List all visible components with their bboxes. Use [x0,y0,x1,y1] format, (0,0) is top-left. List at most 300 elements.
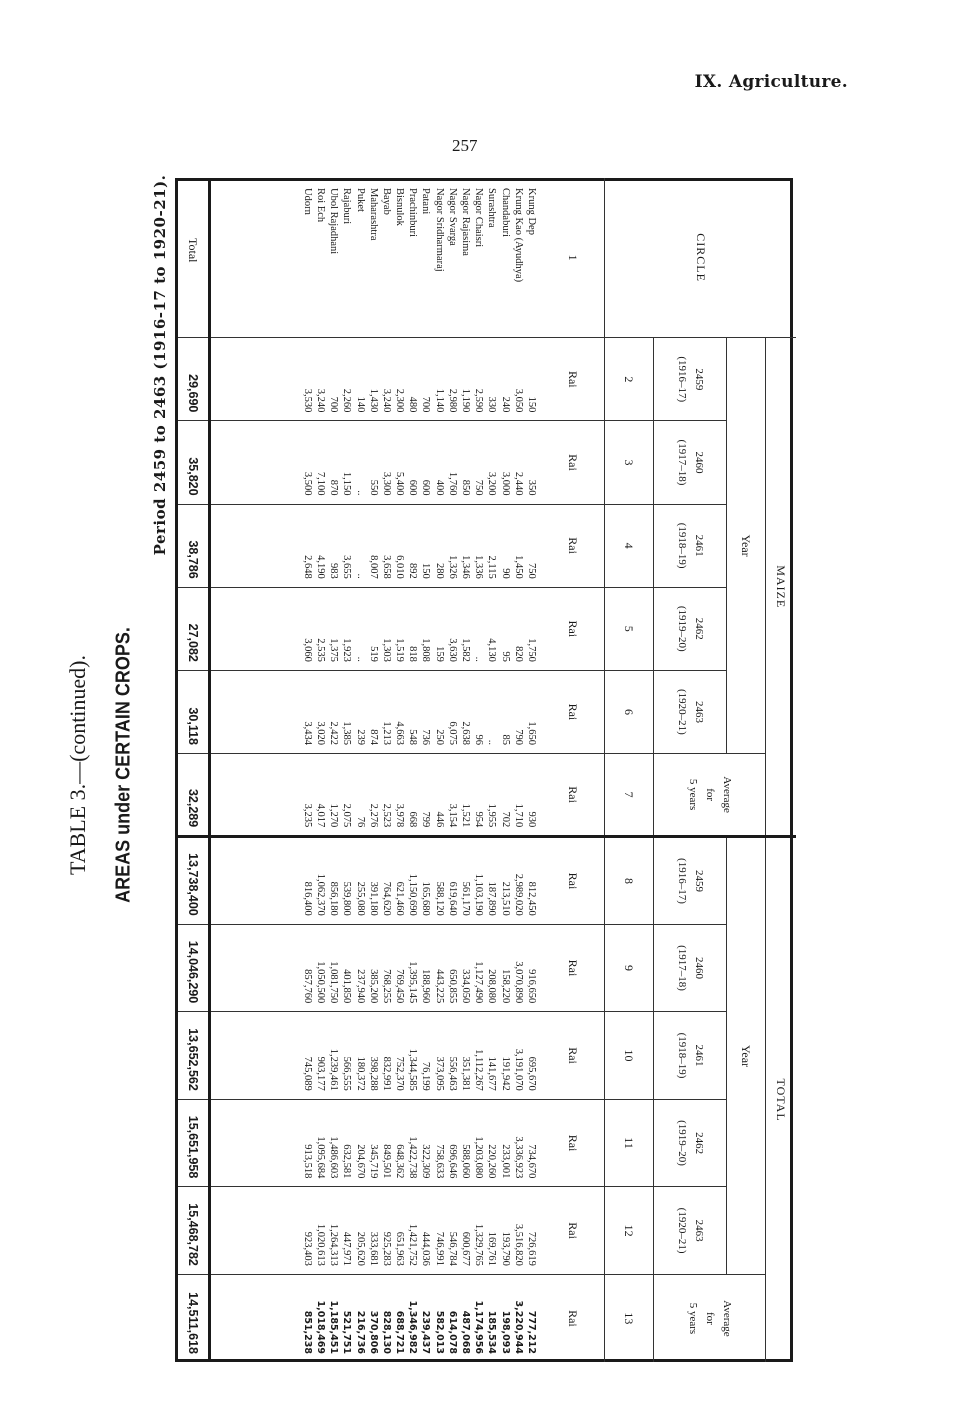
table-cell: 185,534 [486,1310,498,1354]
table-cell: 764,620 [380,881,392,916]
maize-average-header: Average for 5 years [654,754,766,837]
table-cell: 1,923 [341,638,353,662]
table-cell: 857,760 [301,969,313,1004]
table-cell: 1,264,313 [328,1223,340,1266]
circle-column [210,178,543,338]
table-cell: 1,190 [460,388,472,413]
table-cell: 480 [407,396,419,413]
table-cell: 1,239,461 [328,1048,340,1091]
circle-name: Krung Kao (Ayudhya) [512,188,524,283]
table-cell: 3,154 [446,803,458,828]
table-cell: 3,000 [499,471,511,496]
table-cell: 1,385 [341,721,353,746]
table-cell: 158,220 [499,969,511,1004]
table-cell: 3,530 [301,388,313,413]
table-cell: 487,068 [460,1310,472,1354]
column-number: 12 [605,1187,654,1275]
maize-year-header: Year [727,338,766,754]
table-cell: 373,095 [433,1056,445,1091]
unit-label: Rai [542,670,605,753]
maize-average-column [210,754,543,837]
table-cell: 1,018,469 [315,1300,326,1354]
table-cell: 1,760 [446,471,458,496]
table-cell: 1,710 [512,803,524,828]
table-cell: 700 [420,396,432,413]
table-cell: 621,460 [394,881,406,916]
table-cell: 849,501 [380,1144,392,1179]
total-value: 15,468,782 [178,1187,210,1275]
table-cell: 930 [526,811,537,828]
table-cell: 1,020,613 [315,1223,326,1266]
table-cell: 240 [499,396,511,413]
table-cell: .. [473,656,485,662]
table-cell: 600,677 [460,1231,472,1266]
table-cell: 169,761 [486,1231,498,1266]
maize-2463-column [210,670,543,753]
table-cell: 1,140 [433,388,445,413]
period-caption: Period 2459 to 2463 (1916-17 to 1920-21). [151,174,169,556]
total-value: 38,786 [178,504,210,587]
table-cell: 561,170 [460,881,472,916]
table-cell: 76,199 [420,1061,432,1091]
table-cell: 892 [407,562,419,579]
total-value: 13,738,400 [178,837,210,925]
table-cell: 3,240 [380,388,392,413]
table-cell: 2,440 [512,471,524,496]
table-cell: 925,283 [380,1231,392,1266]
table-title: TABLE 3.—(continued). [65,654,90,876]
table-cell: 3,978 [394,803,406,828]
table-cell: 799 [420,811,432,828]
table-cell: 539,800 [341,881,353,916]
table-cell: 208,080 [486,969,498,1004]
circle-name: Maharashtra [367,188,379,241]
table-cell: 1,174,956 [473,1300,485,1354]
table-cell: 820 [512,646,524,662]
table-cell: 330 [486,396,498,413]
table-cell: 250 [433,729,445,746]
year-header: 2459 (1916–17) [654,338,727,421]
table-cell: 913,518 [301,1144,313,1179]
table-cell: 345,719 [367,1144,379,1179]
circle-name: Udorn [301,188,313,215]
table-cell: 983 [328,562,340,579]
table-cell: 444,036 [420,1231,432,1266]
table-cell: 632,581 [341,1144,353,1179]
total-year-header: Year [727,837,766,1275]
year-header: 2462 (1919–20) [654,587,727,670]
unit-label: Rai [542,1012,605,1100]
table-cell: 198,093 [499,1310,511,1354]
column-number: 11 [605,1099,654,1187]
table-cell: 548 [407,729,419,746]
column-number: 9 [605,924,654,1012]
column-number: 1 [542,178,605,338]
table-cell: 1,582 [460,638,472,662]
table-cell: 2,535 [315,638,326,662]
table-cell: 3,060 [301,638,313,662]
table-cell: 1,213 [380,721,392,746]
circle-name: Surashtra [486,188,498,228]
total-value: 14,511,618 [178,1274,210,1362]
table-cell: 1,062,370 [315,873,326,916]
table-cell: 1,329,765 [473,1223,485,1266]
table-cell: 850 [460,479,472,496]
areas-table [178,178,796,1362]
table-cell: 736 [420,729,432,746]
table-cell: 1,422,738 [407,1136,419,1179]
table-cell: 1,112,267 [473,1049,485,1091]
table-cell: 322,309 [420,1144,432,1179]
table-cell: 6,010 [394,555,406,579]
circle-name: Nagor Rajasima [460,188,472,256]
table-cell: 1,127,490 [473,961,485,1004]
table-cell: 816,400 [301,881,313,916]
table-cell: 2,638 [460,721,472,746]
table-cell: 446 [433,811,445,828]
total-value: 13,652,562 [178,1012,210,1100]
table-cell: 1,270 [328,803,340,828]
table-cell: 790 [512,729,524,746]
column-number: 3 [605,421,654,504]
table-cell: 870 [328,479,340,496]
table-cell: 333,681 [367,1231,379,1266]
table-cell: 1,519 [394,638,406,662]
table-cell: 1,808 [420,638,432,662]
table-cell: 3,070,890 [512,961,524,1004]
circle-name: Prachinburi [407,188,419,237]
table-cell: 2,075 [341,803,353,828]
table-cell: 4,663 [394,721,406,746]
circle-name: Nagor Svarga [446,188,458,246]
table-cell: 750 [473,479,485,496]
table-cell: 3,235 [301,803,313,828]
unit-label: Rai [542,837,605,925]
table-cell: 3,500 [301,471,313,496]
table-cell: 696,646 [446,1144,458,1179]
table-cell: 188,960 [420,969,432,1004]
table-cell: 95 [499,651,511,662]
table-cell: 566,555 [341,1056,353,1091]
table-cell: 351,381 [460,1056,472,1091]
column-number: 13 [605,1274,654,1362]
table-cell: 546,784 [446,1231,458,1266]
table-cell: 3,336,923 [512,1136,524,1179]
total-2460-column [210,924,543,1012]
table-cell: 1,346,982 [407,1300,419,1354]
total-2461-column [210,1012,543,1100]
column-number: 4 [605,504,654,587]
column-number: 8 [605,837,654,925]
table-cell: 556,463 [446,1056,458,1091]
table-cell: 812,450 [526,881,537,916]
table-cell: 2,260 [341,388,353,413]
table-cell: .. [354,490,366,496]
circle-name: Bisnulok [394,188,406,226]
table-cell: 3,200 [486,471,498,496]
table-cell: 588,060 [460,1144,472,1179]
table-cell: 1,344,585 [407,1048,419,1091]
table-cell: 1,050,500 [315,961,326,1004]
total-2459-column [210,837,543,925]
circle-name: Rajaburi [341,188,353,225]
table-cell: 1,095,684 [315,1136,326,1179]
table-cell: 76 [354,816,366,828]
table-cell: 851,238 [301,1310,313,1354]
table-cell: 700 [328,396,340,413]
data-body [210,178,543,1362]
total-value: 27,082 [178,587,210,670]
table-cell: 3,191,070 [512,1048,524,1091]
column-number: 7 [605,754,654,837]
table-cell: 1,450 [512,555,524,579]
table-cell: 903,177 [315,1056,326,1091]
total-2463-column [210,1187,543,1275]
table-cell: .. [354,656,366,662]
table-cell: 1,486,603 [328,1136,340,1179]
table-cell: 874 [367,729,379,746]
unit-label: Rai [566,1310,581,1327]
table-cell: 3,300 [380,471,392,496]
unit-label: Rai [542,1099,605,1187]
total-value: 30,118 [178,670,210,753]
table-cell: 3,220,944 [512,1300,524,1354]
section-header: IX. Agriculture. [694,72,848,92]
table-cell: 1,430 [367,388,379,413]
table-cell: 916,650 [526,969,537,1004]
total-value: 15,651,958 [178,1099,210,1187]
table-cell: 1,303 [380,638,392,662]
table-cell: 923,403 [301,1231,313,1266]
circle-name: Puket [354,188,366,212]
table-cell: 600 [420,479,432,496]
table-cell: 180,372 [354,1056,366,1091]
page-number: 257 [452,136,478,155]
table-cell: 90 [499,568,511,579]
table-cell: 4,190 [315,555,326,579]
table-cell: 519 [367,646,379,662]
table-cell: 3,630 [446,638,458,662]
column-number: 6 [605,670,654,753]
table-cell: 550 [367,479,379,496]
circle-name: Patani [420,188,432,215]
table-cell: 668 [407,811,419,828]
table-cell: 777,212 [526,1310,537,1354]
table-cell: 758,633 [433,1144,445,1179]
table-cell: 204,670 [354,1144,366,1179]
table-cell: 1,395,145 [407,961,419,1004]
circle-name: Krung Dep [526,188,537,235]
maize-2459-column [210,338,543,421]
table-cell: 140 [354,396,366,413]
table-cell: 1,326 [446,555,458,579]
circle-name: Nagor Sridharmaraj [433,188,445,272]
table-cell: 401,850 [341,969,353,1004]
table-cell: 2,648 [301,555,313,579]
table-cell: 391,180 [367,881,379,916]
table-cell: 400 [433,479,445,496]
table-cell: 746,991 [433,1231,445,1266]
table-cell: 3,658 [380,555,392,579]
year-header: 2463 (1920–21) [654,1187,727,1275]
table-cell: 3,240 [315,388,326,413]
table-cell: 588,120 [433,881,445,916]
table-cell: 614,078 [446,1310,458,1354]
table-cell: 1,150,690 [407,873,419,916]
table-cell: 3,655 [341,555,353,579]
total-header: TOTAL [766,837,797,1362]
table-cell: 3,434 [301,721,313,746]
table-cell: 768,255 [380,969,392,1004]
table-cell: 582,013 [433,1310,445,1354]
table-cell: 745,089 [301,1056,313,1091]
total-average-header: Average for 5 years [654,1274,766,1362]
table-cell: .. [486,739,498,746]
year-header: 2461 (1918–19) [654,504,727,587]
totals-row [178,178,210,1362]
table-cell: 233,001 [499,1144,511,1179]
table-cell: 695,670 [526,1056,537,1091]
table-cell: 1,955 [486,803,498,828]
maize-2461-column [210,504,543,587]
total-value: 35,820 [178,421,210,504]
table-cell: 1,650 [526,721,537,746]
maize-header: MAIZE [766,338,797,837]
table-cell: 8,007 [367,555,379,579]
table-cell: 1,750 [526,638,537,662]
circle-name: Chandaburi [499,188,511,237]
table-cell: 832,991 [380,1056,392,1091]
table-cell: 2,300 [394,388,406,413]
table-cell: 752,370 [394,1056,406,1091]
unit-label: Rai [542,754,605,837]
table-cell: 398,288 [367,1056,379,1091]
table-cell: 1,185,451 [328,1300,340,1354]
year-header: 2462 (1919–20) [654,1099,727,1187]
table-cell: 4,017 [315,803,326,828]
maize-2462-column [210,587,543,670]
table-cell: 1,336 [473,555,485,579]
table-cell: 650,855 [446,969,458,1004]
table-cell: 702 [499,811,511,828]
table-cell: 619,640 [446,881,458,916]
year-header: 2460 (1917–18) [654,924,727,1012]
table-cell: 7,100 [315,471,326,496]
total-value: 32,289 [178,754,210,837]
year-header: 2461 (1918–19) [654,1012,727,1100]
table-cell: 2,590 [473,388,485,413]
table-subtitle: AREAS under CERTAIN CROPS. [112,627,135,903]
table-cell: 237,940 [354,969,366,1004]
total-2462-column [210,1099,543,1187]
total-value: 29,690 [178,338,210,421]
unit-label: Rai [542,504,605,587]
table-cell: 1,346 [460,555,472,579]
column-number: 10 [605,1012,654,1100]
table-cell: 141,677 [486,1056,498,1091]
table-cell: 150 [420,562,432,579]
table-cell: 2,523 [380,803,392,828]
table-cell: 1,521 [460,803,472,828]
table-cell: 6,075 [446,721,458,746]
table-cell: 443,225 [433,969,445,1004]
year-header: 2460 (1917–18) [654,421,727,504]
table-cell: 205,620 [354,1231,366,1266]
year-header: 2459 (1916–17) [654,837,727,925]
table-cell: 1,375 [328,638,340,662]
table-cell: 3,050 [512,388,524,413]
column-number: 5 [605,587,654,670]
table-cell: 370,806 [367,1310,379,1354]
circle-name: Roi Ech [315,188,326,223]
table-cell: 1,150 [341,471,353,496]
rotated-table [178,178,796,1362]
table-cell: 187,890 [486,881,498,916]
table-cell: 191,942 [499,1056,511,1091]
unit-label: Rai [542,421,605,504]
table-cell: 334,050 [460,969,472,1004]
table-cell: 600 [407,479,419,496]
table-cell: 2,422 [328,721,340,746]
table-cell: 385,200 [367,969,379,1004]
table-cell: 350 [526,479,537,496]
circle-name: Nagor Chaisri [473,188,485,248]
table-cell: 818 [407,646,419,662]
table-cell: 447,971 [341,1231,353,1266]
table-cell: 1,203,080 [473,1136,485,1179]
total-value: 14,046,290 [178,924,210,1012]
table-cell: 651,963 [394,1231,406,1266]
table-cell: 220,260 [486,1144,498,1179]
table-cell: 2,115 [486,555,498,579]
table-cell: 648,362 [394,1144,406,1179]
table-cell: 216,736 [354,1310,366,1354]
table-cell: 688,721 [394,1310,406,1354]
circle-name: Ubol Rajadhani [328,188,340,255]
table-cell: 769,450 [394,969,406,1004]
year-header: 2463 (1920–21) [654,670,727,753]
table-cell: 856,180 [328,881,340,916]
table-cell: 828,130 [380,1310,392,1354]
table-cell: 193,790 [499,1231,511,1266]
table-cell: 255,080 [354,881,366,916]
table-cell: 165,680 [420,881,432,916]
table-cell: 280 [433,562,445,579]
column-number: 2 [605,338,654,421]
table-cell: 96 [473,734,485,746]
table-cell: 1,103,190 [473,873,485,916]
table-cell: 954 [473,811,485,828]
circle-header: CIRCLE [605,178,797,338]
table-cell: 4,130 [486,638,498,662]
table-cell: 3,020 [315,721,326,746]
unit-label: Rai [542,924,605,1012]
table-cell: 2,276 [367,803,379,828]
unit-label: Rai [542,1187,605,1275]
table-cell: 3,516,820 [512,1223,524,1266]
table-cell: 159 [433,646,445,662]
table-cell: 85 [499,734,511,746]
maize-2460-column [210,421,543,504]
table-cell: 1,421,752 [407,1223,419,1266]
table-cell: 150 [526,396,537,413]
table-cell: 239,437 [420,1310,432,1354]
table-cell: 239 [354,729,366,746]
table-cell: .. [354,573,366,579]
table-cell: 734,670 [526,1144,537,1179]
table-cell: 1,081,750 [328,961,340,1004]
total-average-column [210,1274,543,1362]
